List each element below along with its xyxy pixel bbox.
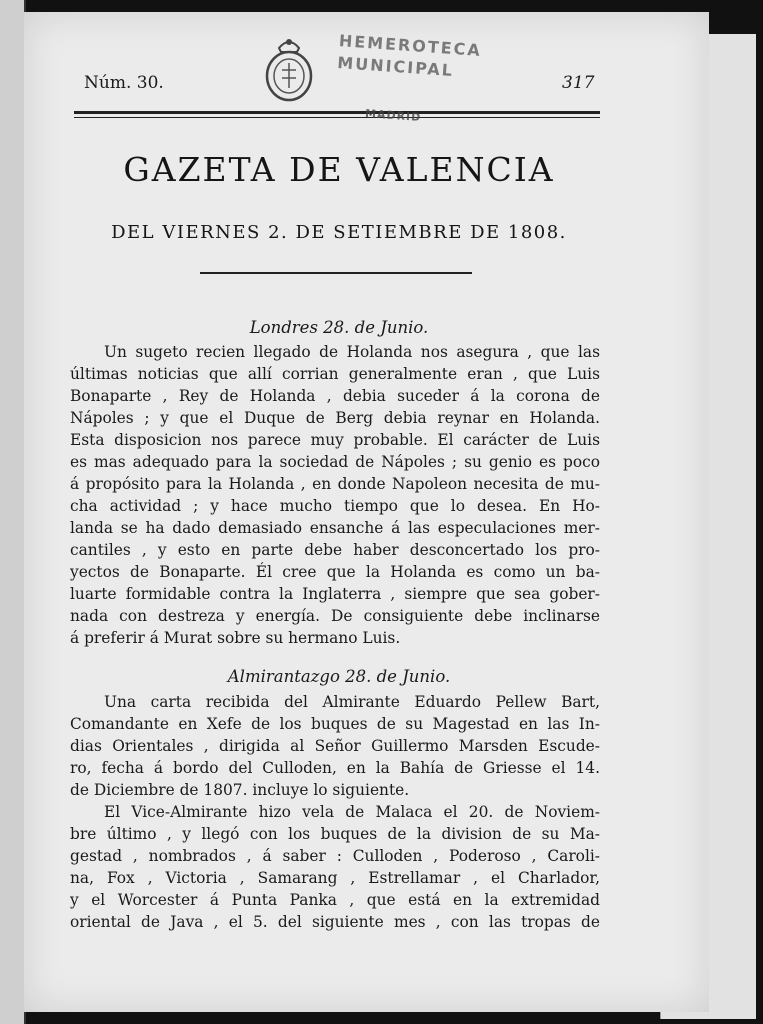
title-divider <box>200 272 472 274</box>
masthead-title: GAZETA DE VALENCIA <box>123 150 555 189</box>
text-line: Un sugeto recien llegado de Holanda nos asegura , que las <box>104 343 600 361</box>
text-line: á preferir á Murat sobre su hermano Luis. <box>70 629 401 647</box>
text-line: luarte formidable contra la Inglaterra , siempre que sea gober- <box>70 585 600 603</box>
stamp-city: MADRID <box>364 107 422 124</box>
text-line: y el Worcester á Punta Panka , que está en la extremidad <box>70 891 600 909</box>
text-line: na, Fox , Victoria , Samarang , Estrellamar , el Charlador, <box>70 869 600 887</box>
text-line: de Diciembre de 1807. incluye lo siguiente. <box>70 781 410 799</box>
article-dateline: Londres 28. de Junio. <box>249 318 429 337</box>
issue-number: Núm. 30. <box>84 73 164 93</box>
text-line: á propósito para la Holanda , en donde Napoleon necesita de mu- <box>70 475 600 493</box>
text-line: es mas adequado para la sociedad de Nápoles ; su genio es poco <box>70 453 600 471</box>
article-body <box>70 341 600 649</box>
article-body <box>70 691 600 933</box>
text-line: Nápoles ; y que el Duque de Berg debia reynar en Holanda. <box>70 409 600 427</box>
text-line: cantiles , y esto en parte debe haber desconcertado los pro- <box>70 541 600 559</box>
article-dateline: Almirantazgo 28. de Junio. <box>227 667 451 686</box>
text-line: ro, fecha á bordo del Culloden, en la Bahía de Griesse el 14. <box>70 759 600 777</box>
adjacent-page-edge <box>0 0 26 1024</box>
text-line: Esta disposicion nos parece muy probable. El carácter de Luis <box>70 431 600 449</box>
page-number: 317 <box>562 73 595 93</box>
header-rule-thick <box>74 111 600 114</box>
stamp-line-2: MUNICIPAL <box>336 53 455 81</box>
stamp-line-1: HEMEROTECA <box>338 31 483 60</box>
text-line: El Vice-Almirante hizo vela de Malaca el 20. de Noviem- <box>104 803 600 821</box>
text-line: nada con destreza y energía. De consiguiente debe inclinarse <box>70 607 600 625</box>
text-line: landa se ha dado demasiado ensanche á las especulaciones mer- <box>70 519 600 537</box>
text-line: oriental de Java , el 5. del siguiente mes , con las tropas de <box>70 913 600 931</box>
text-line: últimas noticias que allí corrian generalmente eran , que Luis <box>70 365 600 383</box>
text-line: Comandante en Xefe de los buques de su Magestad en las In- <box>70 715 600 733</box>
header-rule-thin <box>74 117 600 118</box>
crest-seal-icon <box>262 36 316 106</box>
text-line: Bonaparte , Rey de Holanda , debia suceder á la corona de <box>70 387 600 405</box>
text-line: cha actividad ; y hace mucho tiempo que lo desea. En Ho- <box>70 497 600 515</box>
text-line: Una carta recibida del Almirante Eduardo Pellew Bart, <box>104 693 600 711</box>
text-line: dias Orientales , dirigida al Señor Guillermo Marsden Escude- <box>70 737 600 755</box>
issue-date: DEL VIERNES 2. DE SETIEMBRE DE 1808. <box>111 222 567 243</box>
text-line: yectos de Bonaparte. Él cree que la Holanda es como un ba- <box>70 563 600 581</box>
text-line: bre último , y llegó con los buques de la division de su Ma- <box>70 825 600 843</box>
text-line: gestad , nombrados , á saber : Culloden , Poderoso , Caroli- <box>70 847 600 865</box>
